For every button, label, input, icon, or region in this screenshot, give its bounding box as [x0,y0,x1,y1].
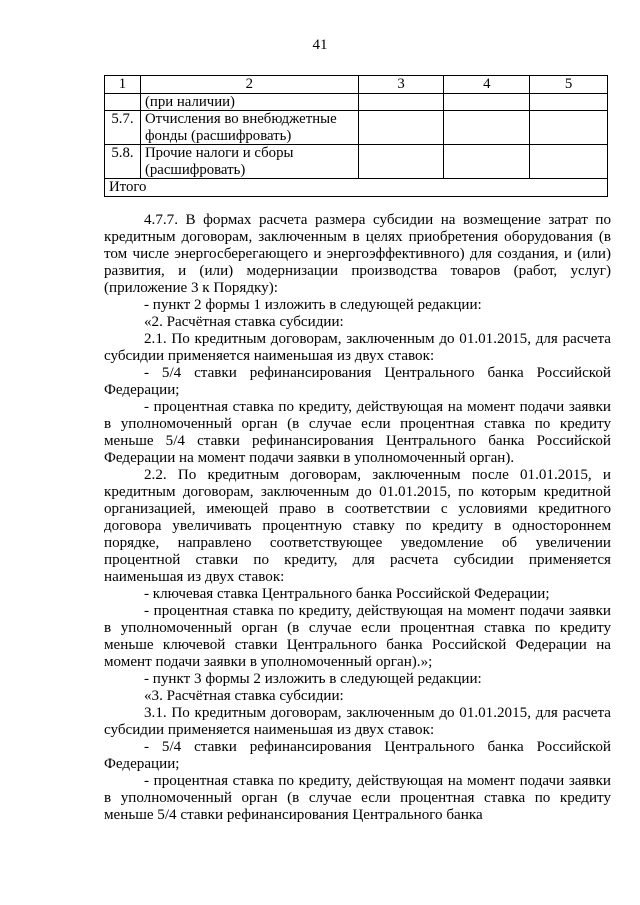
table-header-cell: 5 [530,76,608,94]
row-value [444,93,530,111]
document-body [104,212,611,824]
row-value [530,93,608,111]
row-name-line: (при наличии) [144,93,235,110]
row-value [358,93,444,111]
row-name [140,145,358,179]
row-name-line: (расшифровать) [144,161,246,178]
paragraph: 2.1. По кредитным договорам, заключенным до 01.01.2015, для расчета субсидии применяется наименьшая из двух ставок: [104,331,611,364]
paragraph: «3. Расчётная ставка субсидии: [144,688,344,704]
paragraph: - 5/4 ставки рефинансирования Центрального банка Российской Федерации; [104,365,611,398]
total-label: Итого [105,179,608,197]
row-name [140,111,358,145]
table-row [105,93,608,111]
row-number: 5.8. [105,145,141,179]
paragraph: - пункт 2 формы 1 изложить в следующей редакции: [144,297,482,313]
row-value [444,145,530,179]
paragraph: - процентная ставка по кредиту, действующая на момент подачи заявки в уполномоченный орган (в случае если процентная ставка по кредиту меньше ключевой ставки Центрального банка Российской Федерации на момент подачи заявки в уполномоченный орган).»; [104,603,611,670]
table-total-row [105,179,608,197]
row-name-line: Прочие налоги и сборы [144,145,294,161]
row-value [358,111,444,145]
row-value [444,111,530,145]
row-value [530,111,608,145]
row-value [530,145,608,179]
table-header-cell: 3 [358,76,444,94]
table-header-row [105,76,608,94]
table-header-cell: 4 [444,76,530,94]
table-row [105,145,608,179]
row-name [140,93,358,111]
page-number: 41 [312,37,328,53]
paragraph: - процентная ставка по кредиту, действующая на момент подачи заявки в уполномоченный орган (в случае если процентная ставка по кредиту меньше 5/4 ставки рефинансирования Центрального банка Российской Федерации на момент подачи заявки в уполномоченный орган). [104,399,611,466]
paragraph: «2. Расчётная ставка субсидии: [144,314,344,330]
row-name-line: Отчисления во внебюджетные [144,111,337,127]
table-header-cell: 2 [140,76,358,94]
row-name-line: фонды (расшифровать) [144,127,292,144]
tax-table [104,75,608,197]
paragraph: - ключевая ставка Центрального банка Российской Федерации; [144,586,550,602]
paragraph: 2.2. По кредитным договорам, заключенным после 01.01.2015, и кредитным договорам, заключенным до 01.01.2015, по которым кредитной организацией, имеющей право в соответствии с условиями кредитного договора увеличивать процентную ставку по кредиту в одностороннем порядке, направлено соответствующее уведомление об увеличении процентной ставки по кредиту, для расчета субсидии применяется наименьшая из двух ставок: [104,467,611,585]
paragraph: 4.7.7. В формах расчета размера субсидии на возмещение затрат по кредитным договорам, заключенным в целях приобретения оборудования (в том числе энергосберегающего и энергоэффективного) для создания, и (или) развития, и (или) модернизации производства товаров (работ, услуг) (приложение 3 к Порядку): [104,212,611,296]
paragraph: - 5/4 ставки рефинансирования Центрального банка Российской Федерации; [104,739,611,772]
paragraph: 3.1. По кредитным договорам, заключенным до 01.01.2015, для расчета субсидии применяется наименьшая из двух ставок: [104,705,611,738]
row-number: 5.7. [105,111,141,145]
paragraph: - процентная ставка по кредиту, действующая на момент подачи заявки в уполномоченный орган (в случае если процентная ставка по кредиту меньше 5/4 ставки рефинансирования Центрального банка [104,773,611,823]
table-header-cell: 1 [105,76,141,94]
row-value [358,145,444,179]
paragraph: - пункт 3 формы 2 изложить в следующей редакции: [144,671,482,687]
row-number [105,93,141,111]
table-row [105,111,608,145]
